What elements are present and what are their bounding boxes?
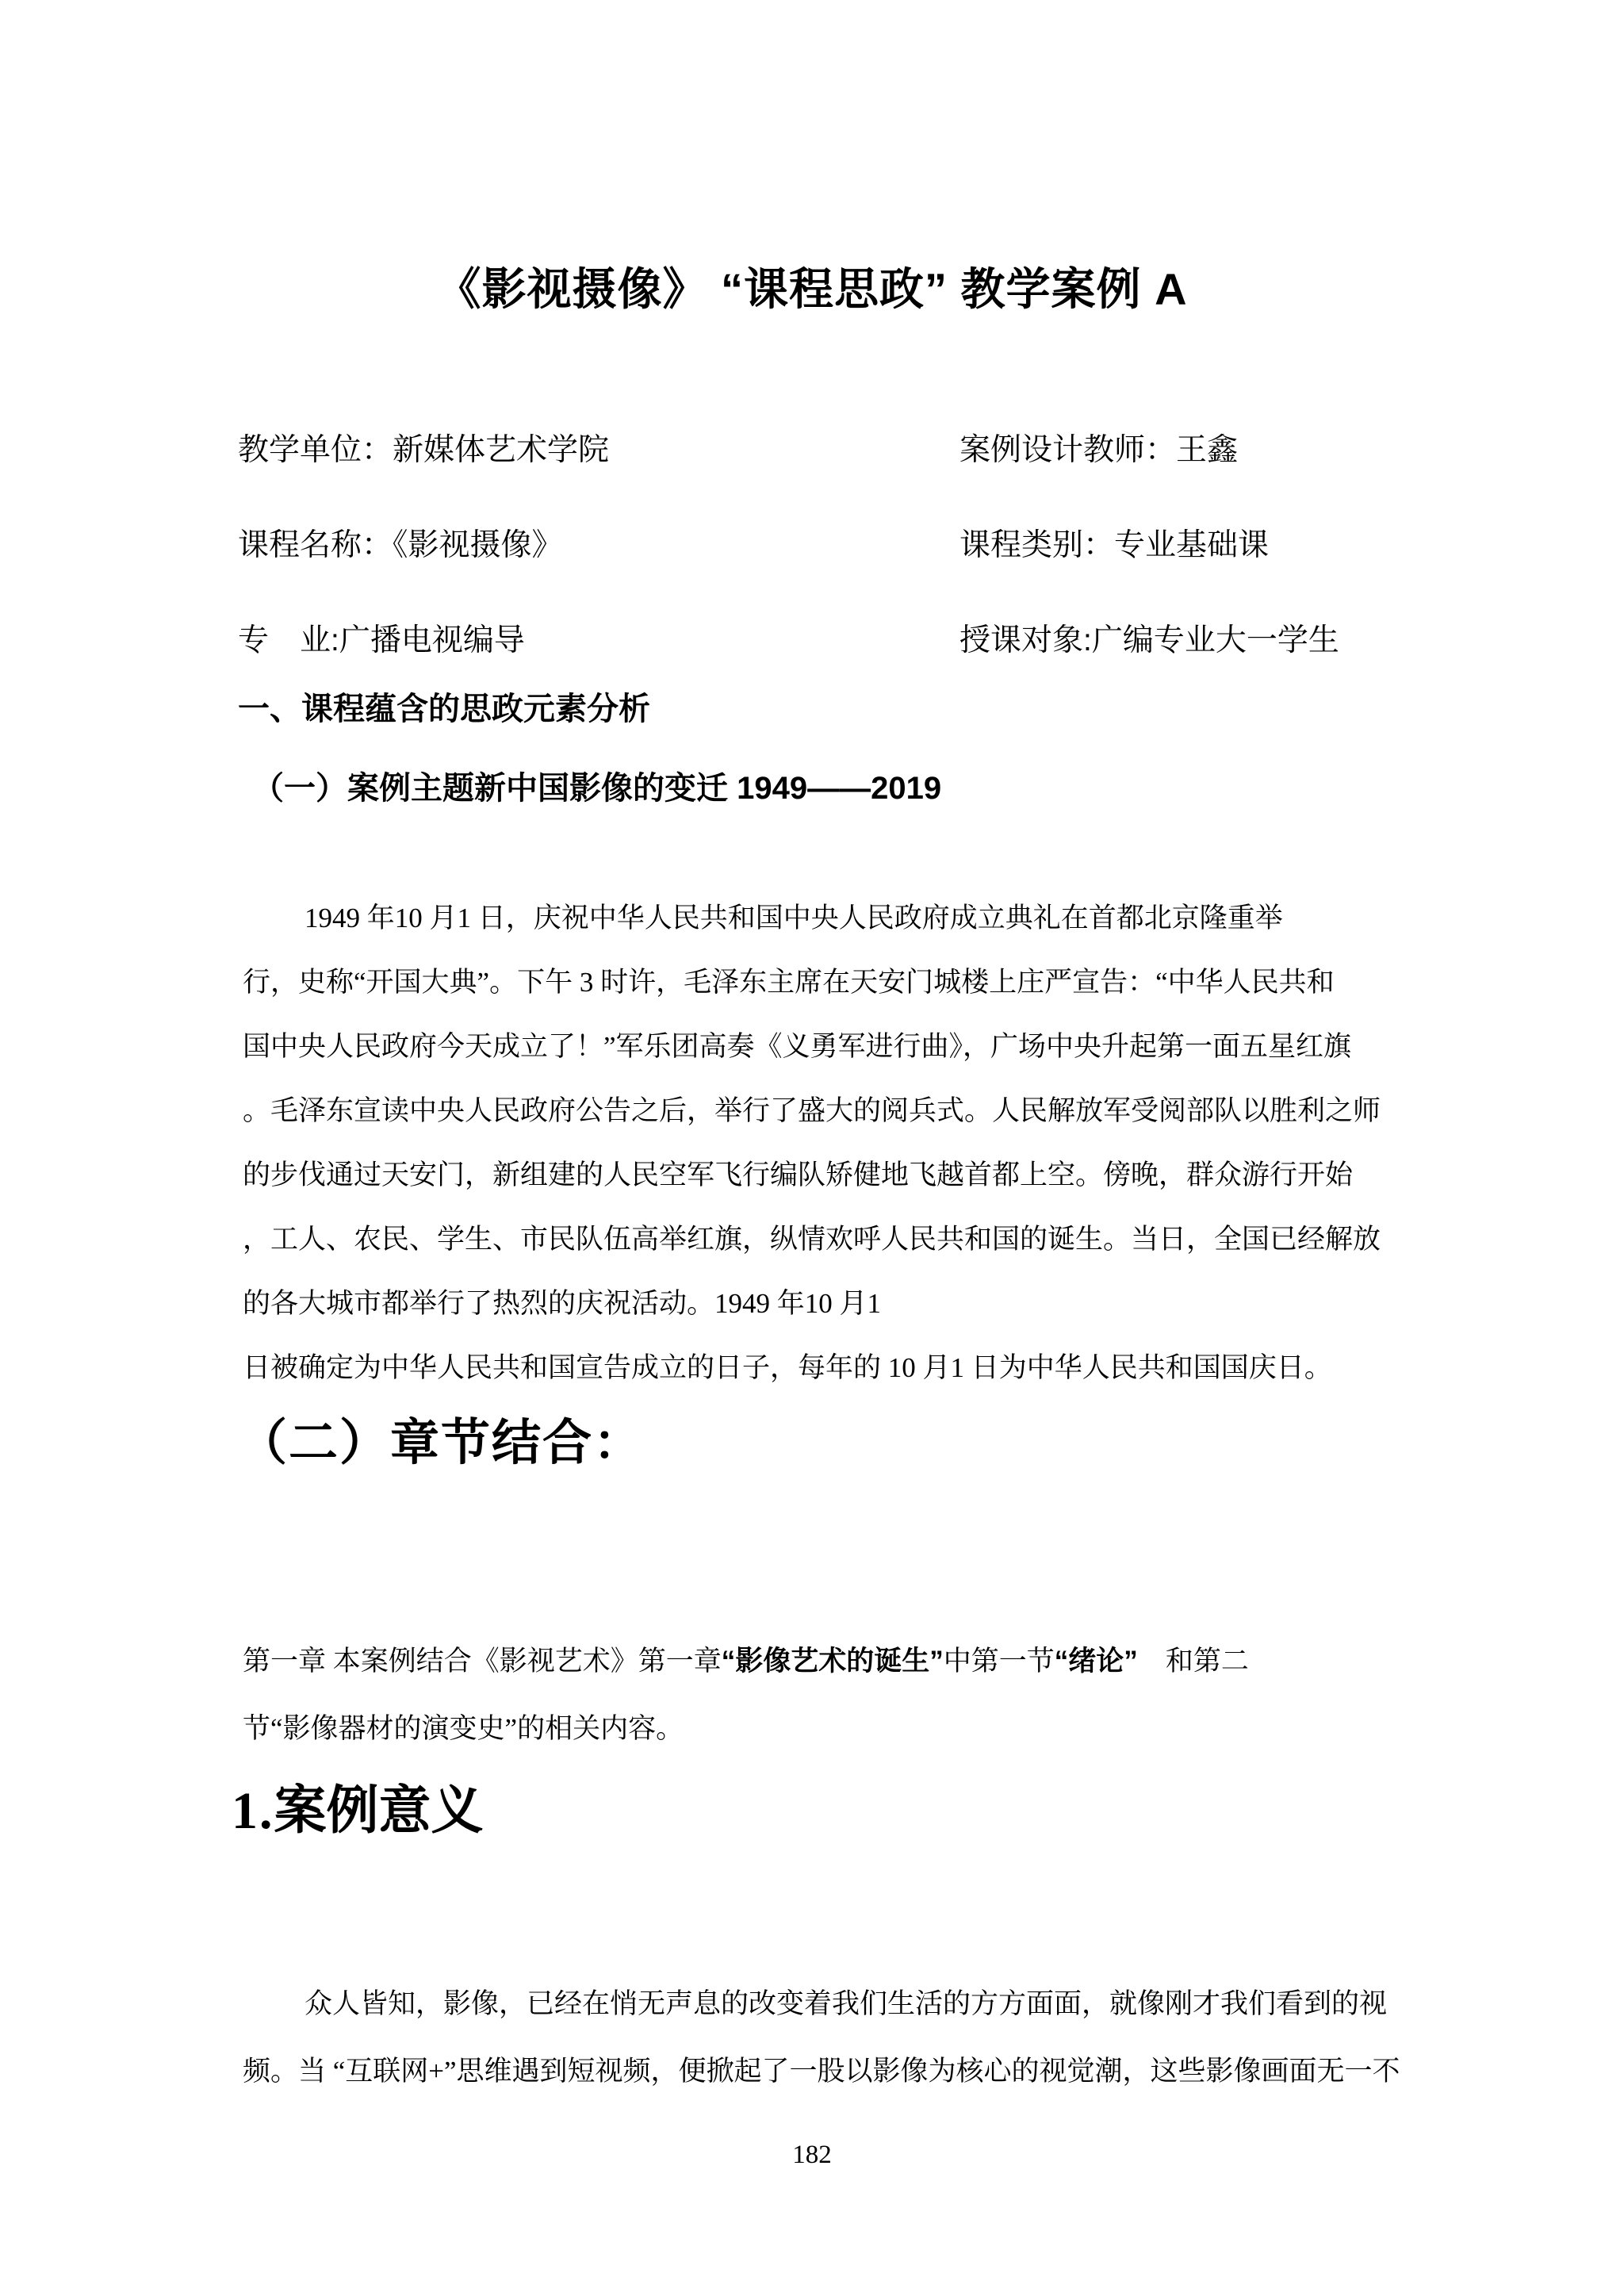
- para-a-line-1: 1949 年10 月1 日，庆祝中华人民共和国中央人民政府成立典礼在首都北京隆重举: [304, 903, 1283, 933]
- para-b-seg-pre: 第一章 本案例结合《影视艺术》第一章: [243, 1646, 722, 1677]
- meta-audience: 授课对象:广编专业大一学生: [959, 623, 1339, 657]
- meta-row-major: [238, 623, 1402, 658]
- para-c-line-2: 频。当 “互联网+”思维遇到短视频，便掀起了一股以影像为核心的视觉潮，这些影像画面无一不: [243, 2056, 1400, 2087]
- meta-case-designer: 案例设计教师：王鑫: [959, 433, 1239, 467]
- para-b-seg-bold2: “绪论”: [1054, 1646, 1138, 1677]
- meta-row-course: [238, 528, 1402, 563]
- para-a-line-3: 国中央人民政府今天成立了！”军乐团高奏《义勇军进行曲》，广场中央升起第一面五星红旗: [243, 1031, 1352, 1062]
- document-title: 《影视摄像》 “课程思政” 教学案例 A: [436, 264, 1188, 314]
- para-a-line-4: 。毛泽东宣读中央人民政府公告之后，举行了盛大的阅兵式。人民解放军受阅部队以胜利之师: [243, 1095, 1381, 1126]
- para-a-line-8: 日被确定为中华人民共和国宣告成立的日子，每年的 10 月1 日为中华人民共和国国庆日。: [243, 1352, 1332, 1383]
- paragraph-chapter-link: [238, 1627, 1402, 1762]
- section2-title-text: 案例意义: [274, 1780, 484, 1839]
- section1-sub-a-heading: （一）案例主题新中国影像的变迁 1949——2019: [252, 771, 942, 806]
- para-a-line-2: 行，史称“开国大典”。下午 3 时许，毛泽东主席在天安门城楼上庄严宣告：“中华人民共和: [243, 967, 1335, 998]
- para-b-line-2: 节“影像器材的演变史”的相关内容。: [243, 1713, 684, 1744]
- content-area: [232, 433, 1402, 2105]
- section2-heading: [232, 1777, 1402, 1845]
- para-b-seg-bold1: “影像艺术的诞生”: [721, 1646, 944, 1677]
- para-b-seg-mid: 中第一节: [943, 1646, 1055, 1677]
- meta-course-category: 课程类别：专业基础课: [959, 528, 1270, 562]
- meta-major: 专 业:广播电视编导: [238, 623, 525, 657]
- meta-teaching-unit: 教学单位：新媒体艺术学院: [238, 433, 610, 467]
- para-b-line-1: [243, 1627, 1402, 1695]
- paragraph-founding-ceremony: [238, 886, 1402, 1400]
- section1-heading: 一、课程蕴含的思政元素分析: [238, 692, 650, 726]
- section1-sub-b-heading: （二）章节结合：: [238, 1416, 645, 1470]
- meta-course-name: 课程名称：《影视摄像》: [238, 528, 563, 562]
- para-a-line-7: 的各大城市都举行了热烈的庆祝活动。1949 年10 月1: [243, 1288, 882, 1319]
- meta-row-unit: [238, 433, 1402, 468]
- paragraph-case-significance: [238, 1970, 1402, 2105]
- para-a-line-5: 的步伐通过天安门，新组建的人民空军飞行编队矫健地飞越首都上空。傍晚，群众游行开始: [243, 1159, 1354, 1190]
- para-a-line-6: ，工人、农民、学生、市民队伍高举红旗，纵情欢呼人民共和国的诞生。当日，全国已经解放: [243, 1224, 1381, 1255]
- para-b-seg-post: 和第二: [1137, 1646, 1249, 1677]
- section2-number: 1.: [232, 1782, 274, 1840]
- page-number: 182: [792, 2141, 832, 2169]
- course-meta: [238, 433, 1402, 658]
- para-c-line-1: 众人皆知，影像，已经在悄无声息的改变着我们生活的方方面面，就像刚才我们看到的视: [304, 1988, 1388, 2019]
